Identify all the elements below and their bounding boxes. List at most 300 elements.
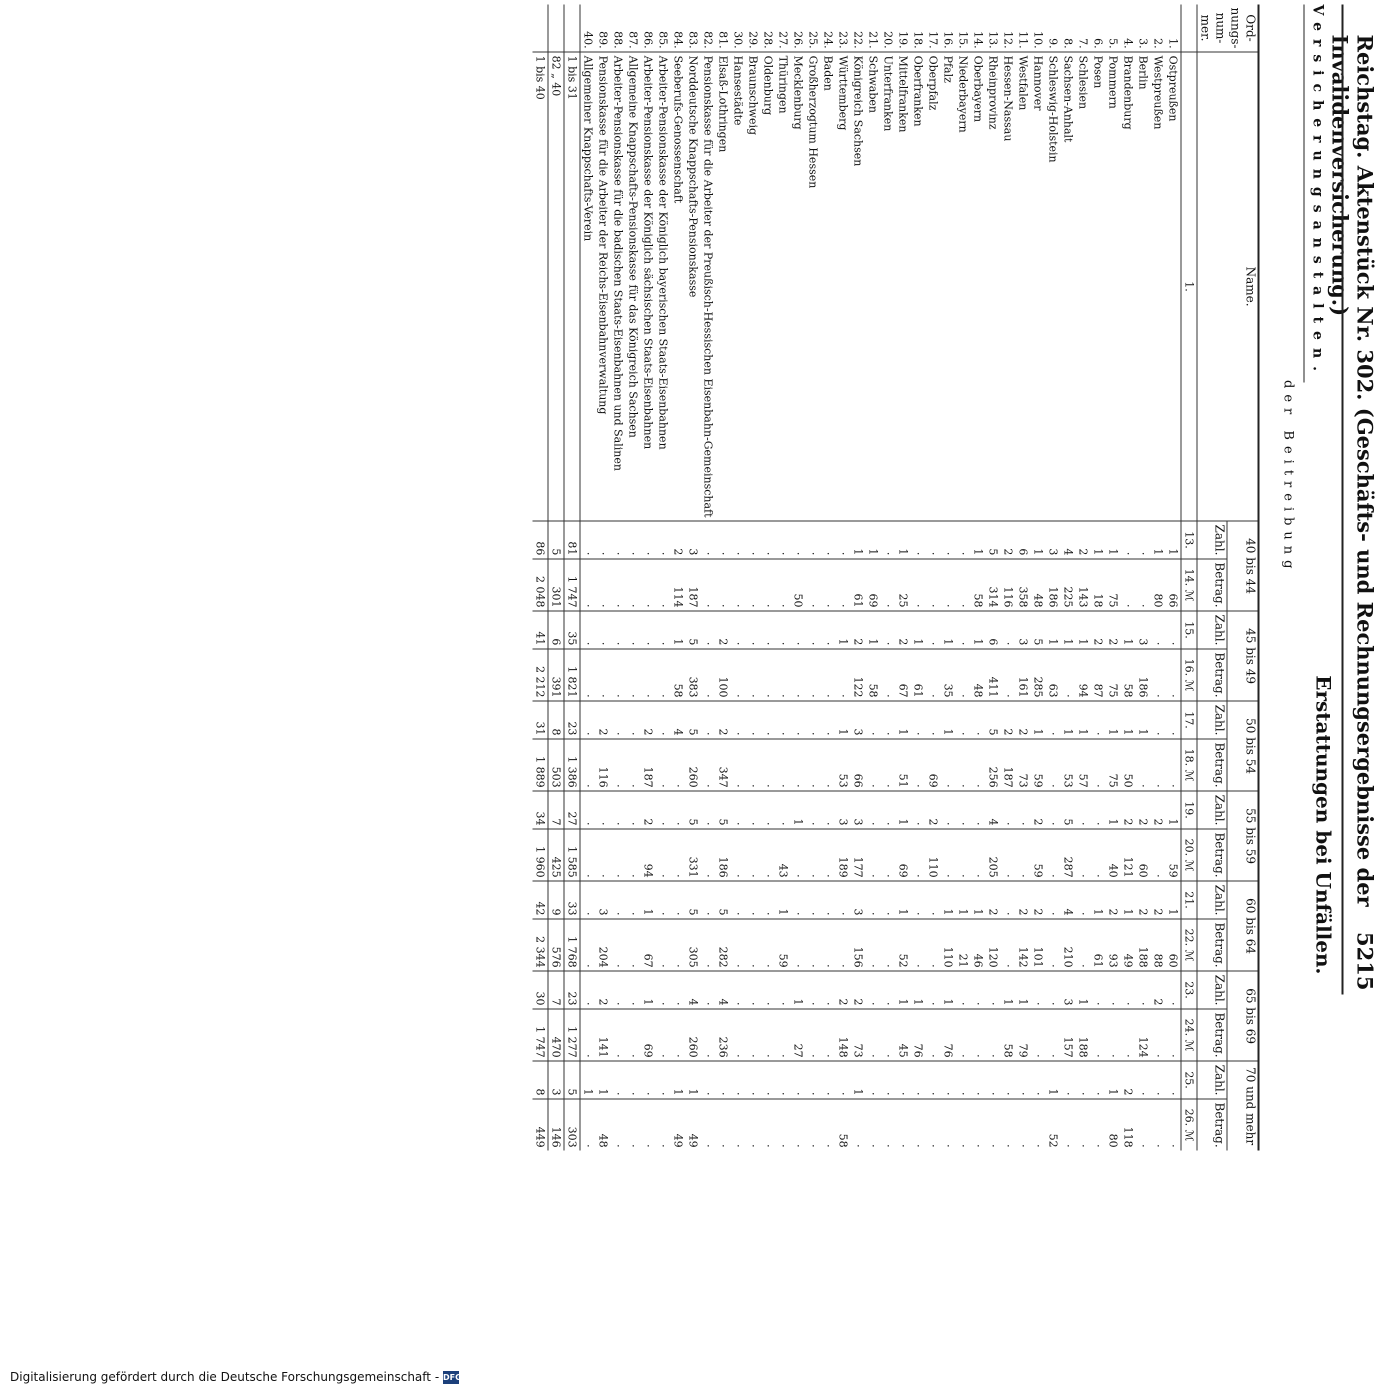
- amount-cell: ·: [955, 559, 970, 611]
- amount-cell: 61: [850, 559, 865, 611]
- count-cell: ·: [655, 971, 670, 1009]
- amount-cell: 503: [548, 739, 564, 791]
- column-number: 23.: [1181, 971, 1197, 1009]
- table-row: [925, 5, 940, 1151]
- count-cell: ·: [745, 521, 760, 559]
- count-cell: 3: [1135, 611, 1150, 649]
- column-number: 14. ℳ: [1181, 559, 1197, 611]
- count-cell: 3: [595, 881, 610, 919]
- header-age-group: 65 bis 69: [1227, 971, 1258, 1061]
- amount-cell: ·: [1120, 1009, 1135, 1061]
- count-cell: ·: [1120, 521, 1135, 559]
- amount-cell: ·: [745, 919, 760, 971]
- amount-cell: ·: [805, 649, 820, 701]
- amount-cell: 35: [940, 649, 955, 701]
- table-row: [1075, 5, 1090, 1151]
- count-cell: ·: [835, 881, 850, 919]
- count-cell: 1: [970, 611, 985, 649]
- amount-cell: ·: [1030, 1009, 1045, 1061]
- row-number: 13.: [985, 5, 1000, 53]
- row-name: Pommern: [1105, 52, 1120, 521]
- count-cell: 27: [564, 791, 580, 829]
- amount-cell: 21: [955, 919, 970, 971]
- row-number: 14.: [970, 5, 985, 53]
- count-cell: ·: [745, 701, 760, 739]
- header-age-group: 50 bis 54: [1227, 701, 1258, 791]
- amount-cell: 94: [1075, 649, 1090, 701]
- amount-cell: ·: [700, 739, 715, 791]
- row-name: Mittelfranken: [895, 52, 910, 521]
- table-row: [1045, 5, 1060, 1151]
- count-cell: 1: [850, 521, 865, 559]
- row-number: 10.: [1030, 5, 1045, 53]
- count-cell: ·: [970, 971, 985, 1009]
- amount-cell: ·: [880, 559, 895, 611]
- count-cell: 30: [532, 971, 548, 1009]
- row-number: 6.: [1090, 5, 1105, 53]
- amount-cell: ·: [610, 829, 625, 881]
- count-cell: 1: [1165, 791, 1181, 829]
- count-cell: ·: [775, 1061, 790, 1099]
- table-row: [745, 5, 760, 1151]
- amount-cell: ·: [670, 919, 685, 971]
- amount-cell: ·: [700, 559, 715, 611]
- amount-cell: ·: [790, 739, 805, 791]
- count-cell: 1: [790, 971, 805, 1009]
- count-cell: ·: [760, 1061, 775, 1099]
- count-cell: 34: [532, 791, 548, 829]
- row-number: 22.: [850, 5, 865, 53]
- row-name: Rheinprovinz: [985, 52, 1000, 521]
- count-cell: 2: [850, 971, 865, 1009]
- count-cell: 1: [580, 1061, 596, 1099]
- count-cell: ·: [910, 701, 925, 739]
- amount-cell: ·: [1000, 919, 1015, 971]
- row-name: 1 bis 40: [532, 52, 548, 521]
- amount-cell: 260: [685, 739, 700, 791]
- header-betrag: Betrag.: [1197, 829, 1227, 881]
- amount-cell: 225: [1060, 559, 1075, 611]
- amount-cell: ·: [1075, 919, 1090, 971]
- count-cell: ·: [1045, 791, 1060, 829]
- count-cell: ·: [640, 611, 655, 649]
- count-cell: ·: [910, 1061, 925, 1099]
- amount-cell: 63: [1045, 649, 1060, 701]
- amount-cell: 303: [564, 1099, 580, 1151]
- amount-cell: ·: [745, 649, 760, 701]
- count-cell: ·: [1045, 881, 1060, 919]
- amount-cell: ·: [1165, 1009, 1181, 1061]
- amount-cell: 1 277: [564, 1009, 580, 1061]
- header-age-group: 60 bis 64: [1227, 881, 1258, 971]
- count-cell: ·: [745, 971, 760, 1009]
- amount-cell: ·: [940, 739, 955, 791]
- amount-cell: 94: [640, 829, 655, 881]
- count-cell: 1: [640, 971, 655, 1009]
- count-cell: 1: [1105, 791, 1120, 829]
- amount-cell: ·: [760, 649, 775, 701]
- amount-cell: ·: [1001, 1144, 1014, 1148]
- row-name: Schleswig-Holstein: [1045, 52, 1060, 521]
- amount-cell: ·: [610, 559, 625, 611]
- amount-cell: ·: [880, 829, 895, 881]
- count-cell: ·: [1165, 971, 1181, 1009]
- amount-cell: ·: [865, 739, 880, 791]
- amount-cell: ·: [731, 1144, 744, 1148]
- amount-cell: 114: [670, 559, 685, 611]
- count-cell: ·: [1165, 611, 1181, 649]
- amount-cell: ·: [970, 739, 985, 791]
- amount-cell: ·: [1090, 829, 1105, 881]
- count-cell: 7: [548, 791, 564, 829]
- count-cell: 6: [548, 611, 564, 649]
- row-name: Baden: [820, 52, 835, 521]
- count-cell: 2: [835, 971, 850, 1009]
- amount-cell: 58: [670, 649, 685, 701]
- row-number: 8.: [1060, 5, 1075, 53]
- amount-cell: ·: [941, 1144, 954, 1148]
- count-cell: ·: [760, 611, 775, 649]
- count-cell: ·: [820, 971, 835, 1009]
- header-zahl: Zahl.: [1197, 611, 1227, 649]
- table-row: [625, 5, 640, 1151]
- header-betrag: Betrag.: [1197, 1099, 1227, 1151]
- count-cell: 2: [925, 791, 940, 829]
- table-row: [910, 5, 925, 1151]
- amount-cell: 187: [640, 739, 655, 791]
- count-cell: ·: [880, 701, 895, 739]
- amount-cell: ·: [955, 649, 970, 701]
- count-cell: ·: [1090, 701, 1105, 739]
- count-cell: 2: [1120, 1061, 1135, 1099]
- count-cell: 86: [532, 521, 548, 559]
- row-number: 17.: [925, 5, 940, 53]
- count-cell: ·: [925, 1061, 940, 1099]
- amount-cell: 256: [985, 739, 1000, 791]
- amount-cell: 391: [548, 649, 564, 701]
- count-cell: 4: [1060, 881, 1075, 919]
- header-rule: [1341, 5, 1343, 995]
- count-cell: ·: [730, 521, 745, 559]
- count-cell: 1: [790, 791, 805, 829]
- amount-cell: 50: [1120, 739, 1135, 791]
- count-cell: ·: [1150, 701, 1165, 739]
- amount-cell: 48: [970, 649, 985, 701]
- row-number: 16.: [940, 5, 955, 53]
- count-cell: ·: [655, 701, 670, 739]
- row-name: Mecklenburg: [790, 52, 805, 521]
- row-name: Arbeiter-Pensionskasse der Königlich bayerischen Staats-Eisenbahnen: [655, 52, 670, 521]
- count-cell: ·: [820, 1061, 835, 1099]
- count-cell: 2: [1030, 791, 1045, 829]
- count-cell: ·: [700, 1061, 715, 1099]
- amount-cell: ·: [610, 649, 625, 701]
- table-row: [1015, 5, 1030, 1151]
- count-cell: ·: [760, 701, 775, 739]
- section-rule: [1303, 5, 1304, 383]
- count-cell: 1: [1120, 881, 1135, 919]
- amount-cell: ·: [821, 1144, 834, 1148]
- header-age-group: 45 bis 49: [1227, 611, 1258, 701]
- count-cell: ·: [820, 611, 835, 649]
- count-cell: ·: [1165, 1061, 1181, 1099]
- row-name: Westpreußen: [1150, 52, 1165, 521]
- amount-cell: ·: [1031, 1144, 1044, 1148]
- table-row: [1150, 5, 1165, 1151]
- column-number: 18. ℳ: [1181, 739, 1197, 791]
- amount-cell: ·: [805, 919, 820, 971]
- amount-cell: ·: [700, 919, 715, 971]
- count-cell: 2: [1030, 881, 1045, 919]
- count-cell: ·: [835, 521, 850, 559]
- header-ordnungsnummer: Ord-nungs-num-mer.: [1197, 5, 1259, 53]
- count-cell: ·: [700, 701, 715, 739]
- count-cell: 2: [595, 971, 610, 1009]
- count-cell: 5: [985, 521, 1000, 559]
- row-name: Ostpreußen: [1165, 52, 1181, 521]
- row-number: 25.: [805, 5, 820, 53]
- count-cell: ·: [595, 521, 610, 559]
- count-cell: 5: [1060, 791, 1075, 829]
- table-row: [850, 5, 865, 1151]
- amount-cell: 1 386: [564, 739, 580, 791]
- amount-cell: ·: [730, 649, 745, 701]
- count-cell: ·: [940, 521, 955, 559]
- amount-cell: 88: [1150, 919, 1165, 971]
- count-cell: ·: [730, 791, 745, 829]
- row-number: 11.: [1015, 5, 1030, 53]
- amount-cell: 1 585: [564, 829, 580, 881]
- count-cell: ·: [1135, 521, 1150, 559]
- table-row: [940, 5, 955, 1151]
- table-row: [760, 5, 775, 1151]
- count-cell: ·: [1075, 791, 1090, 829]
- table-row: [685, 5, 700, 1151]
- amount-cell: ·: [805, 1009, 820, 1061]
- column-number: 24. ℳ: [1181, 1009, 1197, 1061]
- count-cell: 4: [715, 971, 730, 1009]
- amount-cell: ·: [775, 649, 790, 701]
- amount-cell: 186: [1045, 559, 1060, 611]
- count-cell: 35: [564, 611, 580, 649]
- row-number: 12.: [1000, 5, 1015, 53]
- amount-cell: 80: [1150, 559, 1165, 611]
- amount-cell: 1 821: [564, 649, 580, 701]
- amount-cell: 186: [1135, 649, 1150, 701]
- count-cell: ·: [790, 611, 805, 649]
- count-cell: 2: [1075, 521, 1090, 559]
- amount-cell: 156: [850, 919, 865, 971]
- amount-cell: ·: [670, 739, 685, 791]
- count-cell: 1: [775, 881, 790, 919]
- amount-cell: 59: [775, 919, 790, 971]
- count-cell: 2: [1000, 521, 1015, 559]
- amount-cell: 75: [1105, 559, 1120, 611]
- count-cell: ·: [1000, 1061, 1015, 1099]
- table-subtitle: der Beitreibung: [1280, 380, 1295, 575]
- count-cell: 8: [532, 1061, 548, 1099]
- count-cell: ·: [790, 521, 805, 559]
- count-cell: 1: [895, 791, 910, 829]
- column-number: 22. ℳ: [1181, 919, 1197, 971]
- count-cell: 23: [564, 971, 580, 1009]
- amount-cell: ·: [745, 829, 760, 881]
- row-name: Hansestädte: [730, 52, 745, 521]
- count-cell: ·: [985, 971, 1000, 1009]
- row-number: 82.: [700, 5, 715, 53]
- amount-cell: ·: [910, 919, 925, 971]
- row-name: Schlesien: [1075, 52, 1090, 521]
- table-row: [548, 5, 564, 1151]
- count-cell: ·: [790, 701, 805, 739]
- count-cell: ·: [580, 971, 596, 1009]
- amount-cell: 66: [850, 739, 865, 791]
- count-cell: ·: [775, 791, 790, 829]
- row-number: 5.: [1105, 5, 1120, 53]
- count-cell: 3: [1015, 611, 1030, 649]
- amount-cell: 576: [548, 919, 564, 971]
- table-row: [1135, 5, 1150, 1151]
- amount-cell: ·: [820, 1009, 835, 1061]
- amount-cell: ·: [640, 559, 655, 611]
- amount-cell: 73: [850, 1009, 865, 1061]
- amount-cell: ·: [835, 919, 850, 971]
- amount-cell: ·: [610, 739, 625, 791]
- count-cell: 33: [564, 881, 580, 919]
- section-title: Versicherungsanstalten.: [1309, 4, 1325, 379]
- amount-cell: 67: [895, 649, 910, 701]
- count-cell: ·: [655, 1061, 670, 1099]
- count-cell: ·: [865, 701, 880, 739]
- count-cell: 2: [715, 701, 730, 739]
- amount-cell: ·: [761, 1144, 774, 1148]
- amount-cell: ·: [610, 1009, 625, 1061]
- count-cell: ·: [970, 1061, 985, 1099]
- amount-cell: 282: [715, 919, 730, 971]
- amount-cell: ·: [730, 1009, 745, 1061]
- digitization-credit: [10, 1370, 462, 1384]
- amount-cell: 287: [1060, 829, 1075, 881]
- amount-cell: 61: [910, 649, 925, 701]
- amount-cell: ·: [910, 829, 925, 881]
- row-number: 29.: [745, 5, 760, 53]
- count-cell: 5: [548, 521, 564, 559]
- amount-cell: ·: [955, 829, 970, 881]
- amount-cell: ·: [700, 829, 715, 881]
- count-cell: ·: [1075, 1061, 1090, 1099]
- count-cell: 6: [985, 611, 1000, 649]
- table-row: [1030, 5, 1045, 1151]
- amount-cell: 177: [850, 829, 865, 881]
- amount-cell: 157: [1060, 1009, 1075, 1061]
- count-cell: 1: [1165, 881, 1181, 919]
- header-zahl: Zahl.: [1197, 521, 1227, 559]
- count-cell: 1: [1060, 611, 1075, 649]
- header-betrag: Betrag.: [1197, 649, 1227, 701]
- count-cell: ·: [610, 611, 625, 649]
- count-cell: ·: [1000, 791, 1015, 829]
- count-cell: ·: [955, 611, 970, 649]
- count-cell: ·: [655, 521, 670, 559]
- count-cell: ·: [880, 971, 895, 1009]
- count-cell: 2: [1000, 701, 1015, 739]
- amount-cell: ·: [1016, 1144, 1029, 1148]
- amount-cell: 122: [850, 649, 865, 701]
- row-name: Hessen-Nassau: [1000, 52, 1015, 521]
- table-row: [955, 5, 970, 1151]
- amount-cell: 110: [940, 919, 955, 971]
- amount-cell: ·: [745, 739, 760, 791]
- header-age-group: 55 bis 59: [1227, 791, 1258, 881]
- amount-cell: ·: [925, 1009, 940, 1061]
- amount-cell: 121: [1120, 829, 1135, 881]
- count-cell: ·: [820, 881, 835, 919]
- amount-cell: ·: [986, 1144, 999, 1148]
- count-cell: 1: [640, 881, 655, 919]
- amount-cell: 76: [910, 1009, 925, 1061]
- amount-cell: ·: [730, 829, 745, 881]
- count-cell: 1: [895, 701, 910, 739]
- amount-cell: 110: [925, 829, 940, 881]
- amount-cell: ·: [790, 829, 805, 881]
- amount-cell: ·: [820, 919, 835, 971]
- amount-cell: 189: [835, 829, 850, 881]
- count-cell: ·: [715, 521, 730, 559]
- amount-cell: ·: [670, 1009, 685, 1061]
- amount-cell: 49: [671, 1133, 684, 1148]
- count-cell: 8: [548, 701, 564, 739]
- amount-cell: 53: [1060, 739, 1075, 791]
- amount-cell: ·: [1166, 1144, 1179, 1148]
- amount-cell: 186: [715, 829, 730, 881]
- amount-cell: ·: [776, 1144, 789, 1148]
- count-cell: ·: [625, 881, 640, 919]
- count-cell: ·: [610, 971, 625, 1009]
- row-name: Pensionskasse für die Arbeiter der Preußisch-Hessischen Eisenbahn-Gemeinschaft: [700, 52, 715, 521]
- amount-cell: ·: [805, 829, 820, 881]
- count-cell: ·: [1000, 611, 1015, 649]
- table-row: [775, 5, 790, 1151]
- count-cell: ·: [745, 791, 760, 829]
- amount-cell: 69: [925, 739, 940, 791]
- count-cell: 4: [685, 971, 700, 1009]
- amount-cell: ·: [881, 1144, 894, 1148]
- amount-cell: ·: [1090, 1009, 1105, 1061]
- count-cell: ·: [865, 881, 880, 919]
- count-cell: 1: [940, 701, 955, 739]
- amount-cell: 48: [1030, 559, 1045, 611]
- amount-cell: ·: [865, 1009, 880, 1061]
- count-cell: ·: [940, 1061, 955, 1099]
- count-cell: 41: [532, 611, 548, 649]
- count-cell: ·: [865, 791, 880, 829]
- row-number: [548, 5, 564, 53]
- count-cell: ·: [910, 881, 925, 919]
- amount-cell: 449: [532, 1099, 548, 1151]
- amount-cell: 301: [548, 559, 564, 611]
- row-number: 20.: [880, 5, 895, 53]
- amount-cell: 60: [1135, 829, 1150, 881]
- count-cell: 2: [1120, 791, 1135, 829]
- amount-cell: 80: [1106, 1133, 1119, 1148]
- amount-cell: ·: [791, 1144, 804, 1148]
- count-cell: 5: [715, 881, 730, 919]
- column-number: 17.: [1181, 701, 1197, 739]
- amount-cell: ·: [580, 1009, 596, 1061]
- column-number: 21.: [1181, 881, 1197, 919]
- amount-cell: 48: [596, 1133, 609, 1148]
- amount-cell: 118: [1121, 1126, 1134, 1148]
